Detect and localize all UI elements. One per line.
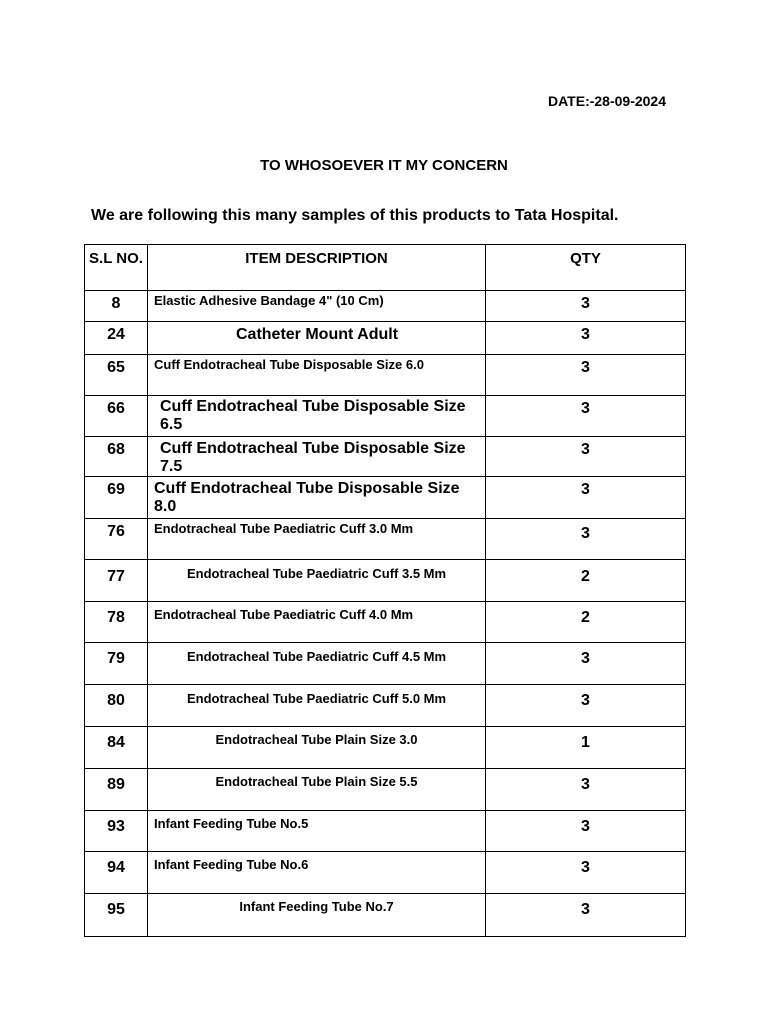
row-description: Endotracheal Tube Plain Size 5.5 [148,769,486,811]
row-sl-no: 76 [85,519,148,560]
row-description: Endotracheal Tube Plain Size 3.0 [148,727,486,769]
header-qty: QTY [486,245,686,291]
table-row [85,477,686,519]
samples-table [84,244,686,937]
table-row [85,355,686,396]
table-header-row [85,245,686,291]
row-description: Cuff Endotracheal Tube Disposable Size 6.0 [148,355,486,396]
table-row [85,769,686,811]
table-row [85,560,686,602]
row-description: Endotracheal Tube Paediatric Cuff 5.0 Mm [148,685,486,727]
row-qty: 3 [486,396,686,437]
row-sl-no: 89 [85,769,148,811]
row-sl-no: 8 [85,291,148,322]
table-row [85,602,686,643]
header-item-description: ITEM DESCRIPTION [148,245,486,291]
table-row [85,894,686,937]
row-description: Endotracheal Tube Paediatric Cuff 4.5 Mm [148,643,486,685]
table-row [85,437,686,477]
row-qty: 3 [486,811,686,852]
row-sl-no: 79 [85,643,148,685]
table-row [85,727,686,769]
document-date: DATE:-28-09-2024 [548,93,667,109]
table-row [85,322,686,355]
row-qty: 3 [486,769,686,811]
row-qty: 2 [486,602,686,643]
row-sl-no: 65 [85,355,148,396]
row-qty: 3 [486,355,686,396]
row-description: Cuff Endotracheal Tube Disposable Size 8.0 [148,477,486,519]
document-heading: TO WHOSOEVER IT MY CONCERN [260,157,508,174]
row-sl-no: 78 [85,602,148,643]
row-sl-no: 24 [85,322,148,355]
row-qty: 3 [486,643,686,685]
row-description: Cuff Endotracheal Tube Disposable Size 7.5 [148,437,486,477]
row-sl-no: 84 [85,727,148,769]
row-description: Infant Feeding Tube No.5 [148,811,486,852]
row-description: Endotracheal Tube Paediatric Cuff 4.0 Mm [148,602,486,643]
row-qty: 3 [486,894,686,937]
row-qty: 3 [486,477,686,519]
row-qty: 3 [486,852,686,894]
table-row [85,519,686,560]
row-qty: 3 [486,519,686,560]
table-row [85,811,686,852]
row-description: Infant Feeding Tube No.7 [148,894,486,937]
row-description: Endotracheal Tube Paediatric Cuff 3.0 Mm [148,519,486,560]
row-qty: 2 [486,560,686,602]
row-qty: 3 [486,437,686,477]
row-sl-no: 66 [85,396,148,437]
row-description: Catheter Mount Adult [148,322,486,355]
table-row [85,291,686,322]
row-sl-no: 77 [85,560,148,602]
row-qty: 3 [486,291,686,322]
intro-text: We are following this many samples of this products to Tata Hospital. [91,207,619,224]
row-sl-no: 93 [85,811,148,852]
table-row [85,396,686,437]
row-sl-no: 95 [85,894,148,937]
row-qty: 1 [486,727,686,769]
row-description: Elastic Adhesive Bandage 4" (10 Cm) [148,291,486,322]
table-row [85,643,686,685]
row-sl-no: 69 [85,477,148,519]
row-sl-no: 94 [85,852,148,894]
row-sl-no: 68 [85,437,148,477]
table-row [85,852,686,894]
row-description: Infant Feeding Tube No.6 [148,852,486,894]
row-qty: 3 [486,322,686,355]
row-description: Endotracheal Tube Paediatric Cuff 3.5 Mm [148,560,486,602]
row-qty: 3 [486,685,686,727]
header-sl-no: S.L NO. [85,245,148,291]
row-sl-no: 80 [85,685,148,727]
table-row [85,685,686,727]
row-description: Cuff Endotracheal Tube Disposable Size 6.5 [148,396,486,437]
